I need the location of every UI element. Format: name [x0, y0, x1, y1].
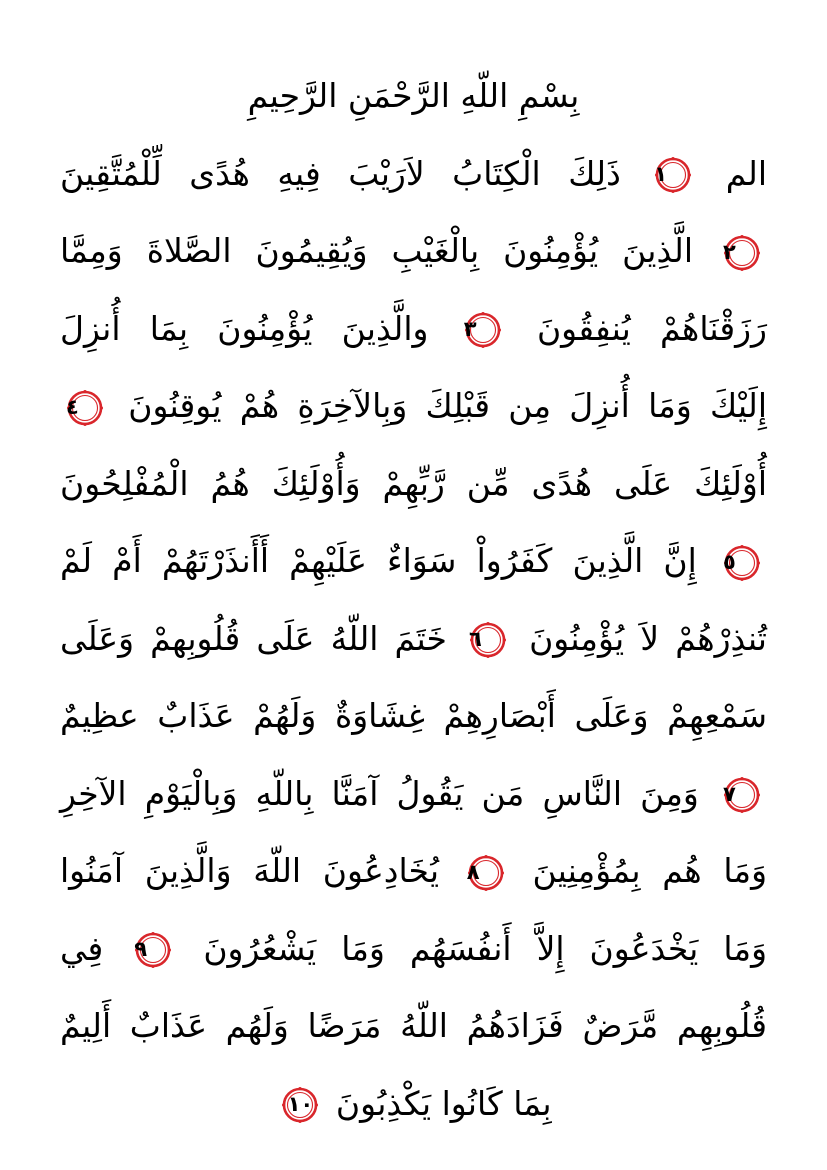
- verse-line: [60, 758, 767, 830]
- ayah-number-marker: [469, 621, 507, 659]
- ayah-number-marker: [66, 389, 104, 427]
- verse-text: وَمِنَ النَّاسِ مَن يَقُولُ آمَنَّا بِاللّهِ وَبِالْيَوْمِ الآخِرِ: [60, 773, 699, 813]
- ayah-number-marker: [723, 234, 761, 272]
- ayah-number-marker: [723, 544, 761, 582]
- verse-text: وَمَا يَخْدَعُونَ إِلاَّ أَنفُسَهُم وَمَا يَشْعُرُونَ: [203, 928, 768, 968]
- verse-line: [60, 448, 767, 520]
- verse-text: تُنذِرْهُمْ لاَ يُؤْمِنُونَ: [529, 618, 767, 658]
- basmala-text: بِسْمِ اللّهِ الرَّحْمَنِ الرَّحِيمِ: [247, 76, 580, 115]
- ayah-number: ٥: [722, 549, 736, 574]
- ayah-number-marker: [654, 156, 692, 194]
- verse-line: [60, 138, 767, 210]
- verse-text: خَتَمَ اللّهُ عَلَى قُلُوبِهمْ وَعَلَى: [60, 618, 447, 658]
- verse-text: وَمَا هُم بِمُؤْمِنِينَ: [532, 851, 767, 890]
- verse-text: ذَلِكَ الْكِتَابُ لاَرَيْبَ فِيهِ هُدًى لِّلْمُتَّقِينَ: [60, 153, 621, 193]
- verse-line: [60, 990, 767, 1062]
- ayah-number: ٧: [722, 782, 736, 806]
- verse-text: رَزَقْنَاهُمْ يُنفِقُونَ: [536, 308, 767, 348]
- ayah-number: ٦: [468, 627, 482, 651]
- verse-text: أُوْلَئِكَ عَلَى هُدًى مِّن رَّبِّهِمْ وَأُوْلَئِكَ هُمُ الْمُفْلِحُونَ: [60, 463, 767, 503]
- verse-line: [60, 215, 767, 287]
- verse-line: [60, 1068, 767, 1140]
- ayah-number: ١: [654, 162, 668, 186]
- verse-text: سَمْعِهِمْ وَعَلَى أَبْصَارِهِمْ غِشَاوَةٌ وَلَهُمْ عَذَابٌ عظِيمٌ: [60, 696, 767, 735]
- verse-text: فِي: [60, 928, 104, 968]
- ayah-number: ١٠: [287, 1092, 314, 1116]
- verse-line: [60, 370, 767, 442]
- verse-line: [60, 680, 767, 752]
- verse-text: والَّذِينَ يُؤْمِنُونَ بِمَا أُنزِلَ: [60, 308, 429, 348]
- verse-line: [60, 913, 767, 985]
- verse-text: الَّذِينَ يُؤْمِنُونَ بِالْغَيْبِ وَيُقِيمُونَ الصَّلاةَ وَمِمَّا: [60, 231, 694, 270]
- ayah-number-marker: [723, 776, 761, 814]
- ayah-number-marker: [281, 1086, 319, 1124]
- ayah-number: ٨: [466, 859, 480, 884]
- verse-text: بِمَا كَانُوا يَكْذِبُونَ: [335, 1083, 552, 1123]
- ayah-number: ٩: [134, 937, 148, 961]
- verse-text: الم: [725, 153, 767, 193]
- verse-text: إِنَّ الَّذِينَ كَفَرُواْ سَوَاءٌ عَلَيْهِمْ أَأَنذَرْتَهُمْ أَمْ لَمْ: [60, 541, 697, 580]
- verse-text: قُلُوبِهِم مَّرَضٌ فَزَادَهُمُ اللّهُ مَرَضًا وَلَهُم عَذَابٌ أَلِيمٌ: [60, 1006, 767, 1045]
- verse-line: [60, 293, 767, 365]
- verse-line: [60, 603, 767, 675]
- ayah-number-marker: [467, 854, 505, 892]
- ayah-number-marker: [134, 931, 172, 969]
- ayah-number: ٣: [463, 317, 477, 341]
- ayah-number: ٤: [66, 394, 79, 419]
- verse-line: [60, 835, 767, 907]
- verse-text: يُخَادِعُونَ اللّهَ وَالَّذِينَ آمَنُوا: [60, 851, 440, 890]
- ayah-number: ٢: [722, 239, 736, 264]
- ayah-number-marker: [464, 311, 502, 349]
- verse-line: [60, 525, 767, 597]
- verse-text: إِلَيْكَ وَمَا أُنزِلَ مِن قَبْلِكَ وَبِالآخِرَةِ هُمْ يُوقِنُونَ: [128, 386, 767, 425]
- basmala-line: [60, 60, 767, 132]
